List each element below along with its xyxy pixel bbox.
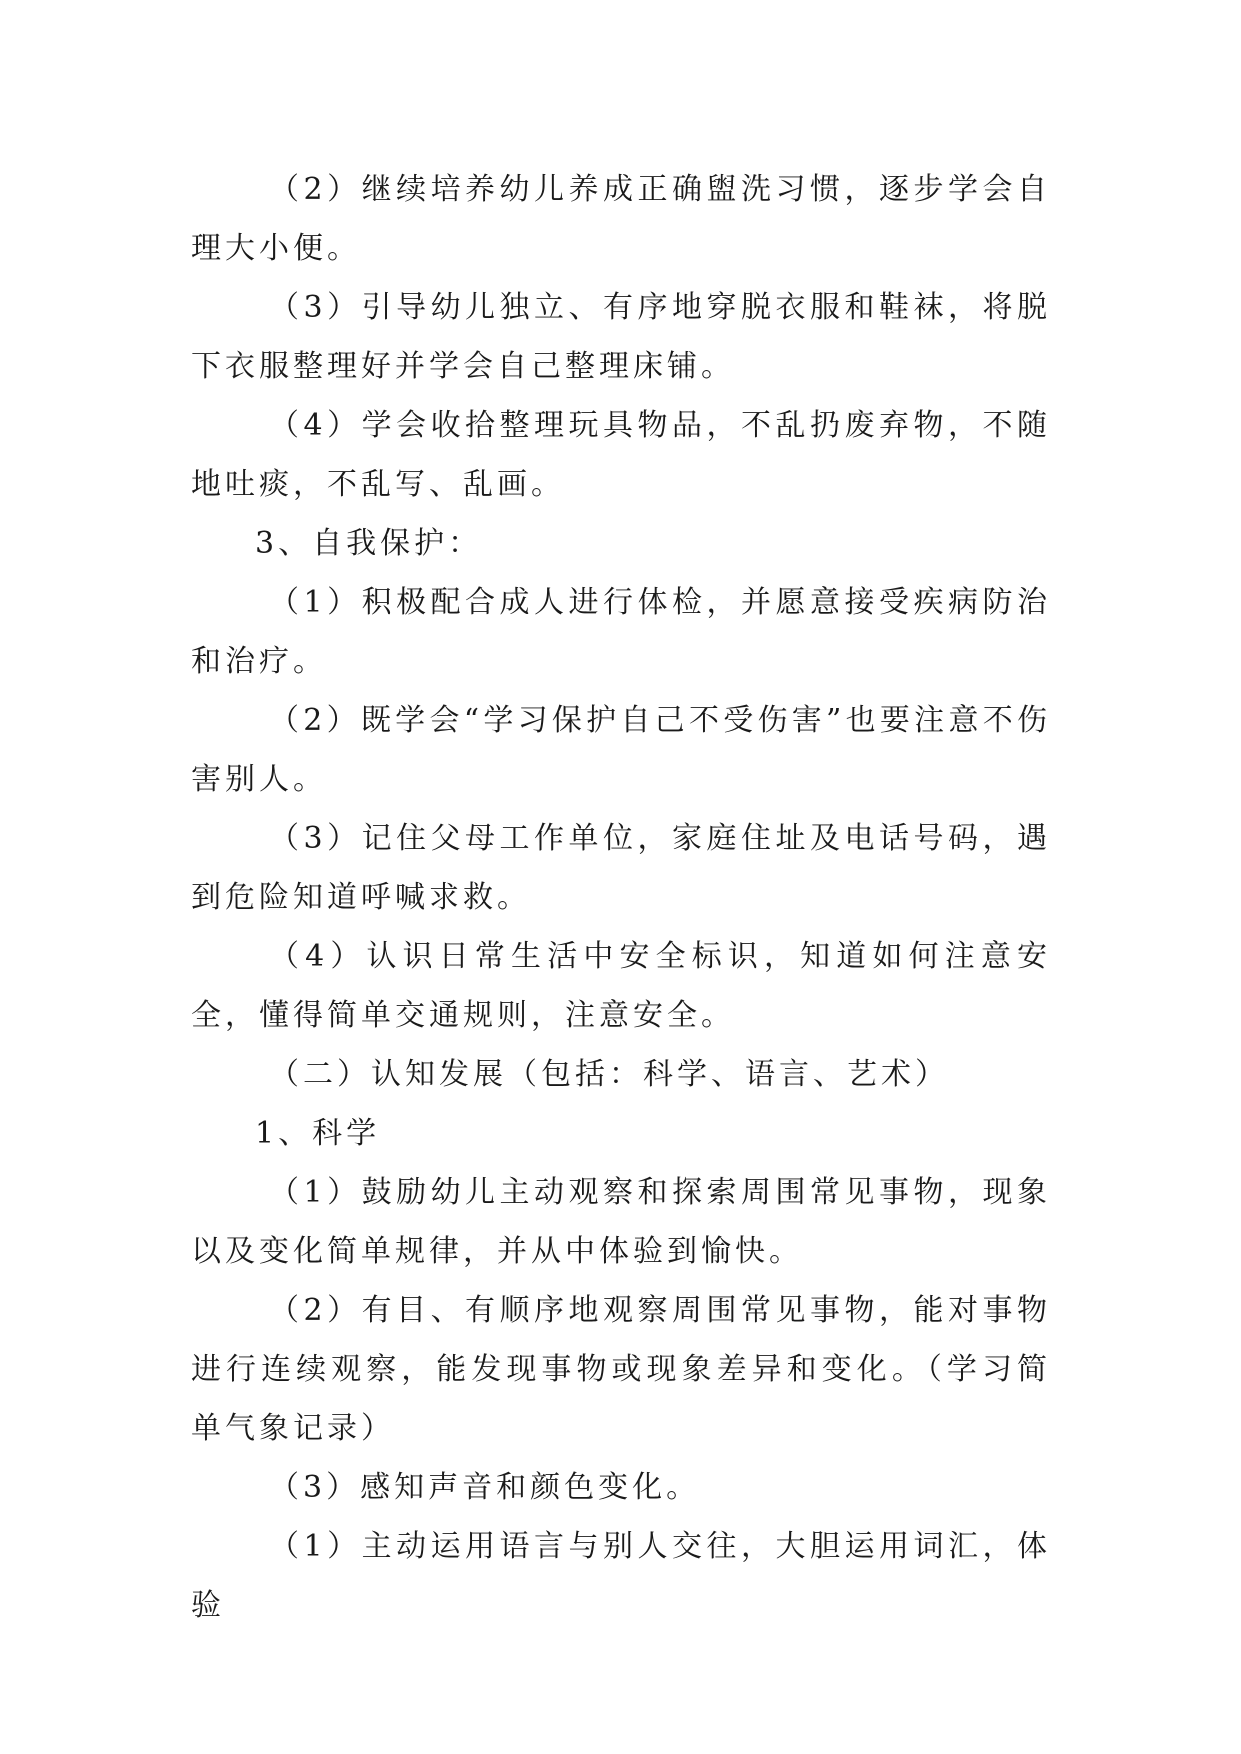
paragraph-contact-info: （3）记住父母工作单位，家庭住址及电话号码，遇到危险知道呼喊求救。 <box>191 821 1051 915</box>
document-page <box>191 160 1051 1635</box>
paragraph-tidying: （4）学会收拾整理玩具物品，不乱扔废弃物，不随地吐痰，不乱写、乱画。 <box>191 408 1051 502</box>
paragraph-health-check: （1）积极配合成人进行体检，并愿意接受疾病防治和治疗。 <box>191 585 1051 679</box>
paragraph-safety-signs: （4）认识日常生活中安全标识，知道如何注意安全，懂得简单交通规则，注意安全。 <box>191 939 1051 1033</box>
paragraph-dressing: （3）引导幼儿独立、有序地穿脱衣服和鞋袜，将脱下衣服整理好并学会自己整理床铺。 <box>191 290 1051 384</box>
section-heading-science: 1、科学 <box>255 1116 381 1151</box>
paragraph-observation: （1）鼓励幼儿主动观察和探索周围常见事物，现象以及变化简单规律，并从中体验到愉快。 <box>191 1175 1051 1269</box>
section-heading-self-protection: 3、自我保护： <box>255 526 483 561</box>
paragraph-sound-color: （3）感知声音和颜色变化。 <box>269 1470 701 1505</box>
paragraph-avoid-harm: （2）既学会“学习保护自己不受伤害”也要注意不伤害别人。 <box>191 703 1051 797</box>
paragraph-language-use: （1）主动运用语言与别人交往，大胆运用词汇，体验 <box>191 1529 1051 1623</box>
section-heading-cognitive: （二）认知发展（包括：科学、语言、艺术） <box>269 1057 949 1092</box>
paragraph-ordered-observation: （2）有目、有顺序地观察周围常见事物，能对事物进行连续观察，能发现事物或现象差异和变化。（学习简单气象记录） <box>191 1293 1051 1446</box>
paragraph-hygiene-habits: （2）继续培养幼儿养成正确盥洗习惯，逐步学会自理大小便。 <box>191 172 1051 266</box>
